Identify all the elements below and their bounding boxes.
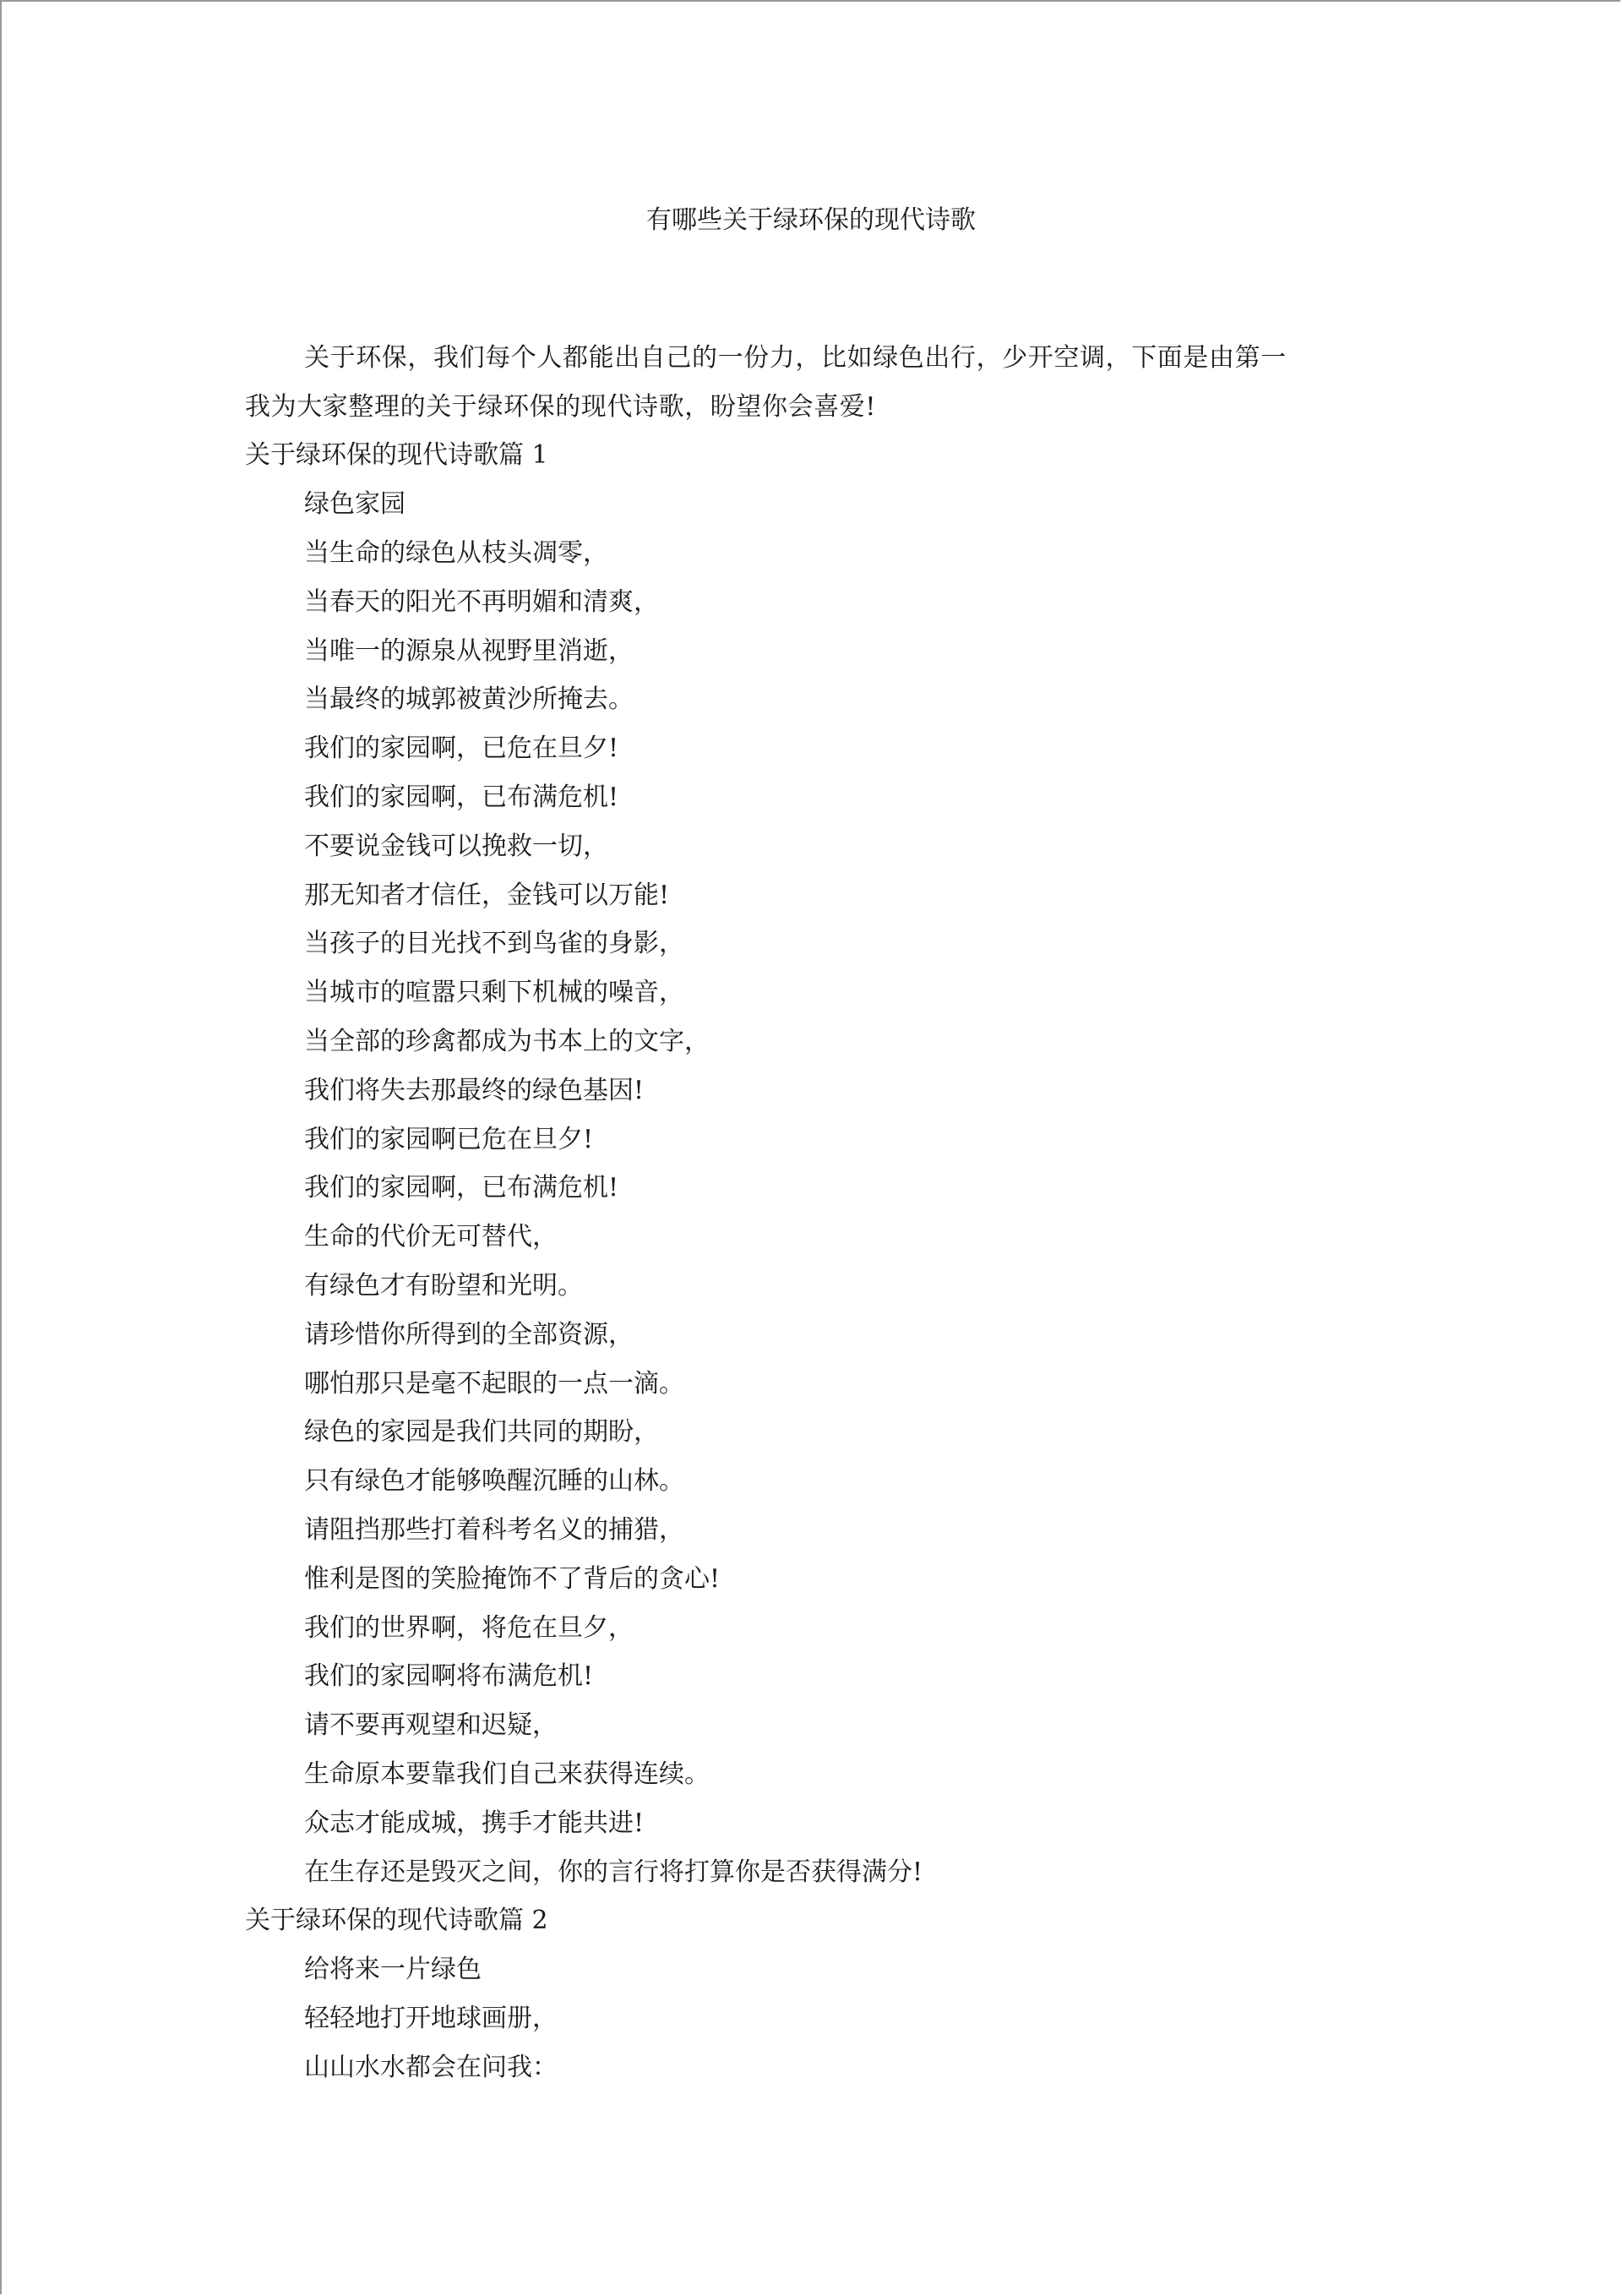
poem-line: 我们的家园啊将布满危机!	[304, 1661, 594, 1692]
poem-line: 众志才能成城，携手才能共进!	[304, 1808, 645, 1838]
intro-line: 关于环保，我们每个人都能出自己的一份力，比如绿色出行，少开空调，下面是由第一	[304, 342, 1287, 373]
poem-line: 当孩子的目光找不到鸟雀的身影，	[304, 929, 684, 959]
poem-line: 当春天的阳光不再明媚和清爽，	[304, 586, 659, 617]
document-title: 有哪些关于绿环保的现代诗歌	[646, 205, 976, 235]
poem-line: 我们将失去那最终的绿色基因!	[304, 1075, 645, 1105]
intro-paragraph	[245, 334, 1411, 432]
poem-line: 我们的家园啊，已布满危机!	[304, 1173, 619, 1203]
poem-title: 给将来一片绿色	[304, 1955, 482, 1985]
intro-line: 我为大家整理的关于绿环保的现代诗歌，盼望你会喜爱!	[245, 391, 877, 422]
poem-line: 不要说金钱可以挽救一切，	[304, 831, 608, 861]
document-body	[245, 196, 1411, 2091]
poem-line: 生命的代价无可替代，	[304, 1222, 558, 1252]
poem-line: 当生命的绿色从枝头凋零，	[304, 537, 608, 568]
poem-line: 生命原本要靠我们自己来获得连续。	[304, 1759, 710, 1789]
poem-line: 当城市的喧嚣只剩下机械的噪音，	[304, 978, 684, 1008]
section-heading: 关于绿环保的现代诗歌篇 2	[245, 1906, 548, 1936]
poem-line: 那无知者才信任，金钱可以万能!	[304, 880, 670, 910]
poem-line: 我们的家园啊已危在旦夕!	[304, 1124, 594, 1154]
poem-line: 我们的家园啊，已危在旦夕!	[304, 734, 619, 764]
poem-line: 请不要再观望和迟疑，	[304, 1710, 558, 1741]
poem-line: 轻轻地打开地球画册，	[304, 2003, 558, 2033]
poem-line: 在生存还是毁灭之间，你的言行将打算你是否获得满分!	[304, 1857, 923, 1887]
poem-line: 当唯一的源泉从视野里消逝，	[304, 635, 634, 666]
poem-line: 绿色的家园是我们共同的期盼，	[304, 1417, 659, 1448]
poem-line: 惟利是图的笑脸掩饰不了背后的贪心!	[304, 1563, 721, 1594]
poem-line: 有绿色才有盼望和光明。	[304, 1270, 583, 1301]
poem-line: 请阻挡那些打着科考名义的捕猎，	[304, 1514, 684, 1545]
poem-sections	[245, 431, 1411, 2091]
poem-line: 只有绿色才能够唤醒沉睡的山林。	[304, 1466, 684, 1497]
poem-line: 我们的家园啊，已布满危机!	[304, 782, 619, 812]
poem-line: 哪怕那只是毫不起眼的一点一滴。	[304, 1368, 684, 1399]
poem-line: 当最终的城郭被黄沙所掩去。	[304, 684, 634, 715]
poem-line: 当全部的珍禽都成为书本上的文字，	[304, 1026, 710, 1056]
poem-title: 绿色家园	[304, 489, 406, 520]
poem-line: 我们的世界啊，将危在旦夕，	[304, 1612, 634, 1643]
poem-line: 请珍惜你所得到的全部资源，	[304, 1319, 634, 1350]
section-heading: 关于绿环保的现代诗歌篇 1	[245, 440, 548, 471]
poem-section	[245, 431, 1411, 1896]
poem-line: 山山水水都会在问我：	[304, 2052, 558, 2082]
poem-section	[245, 1896, 1411, 2091]
